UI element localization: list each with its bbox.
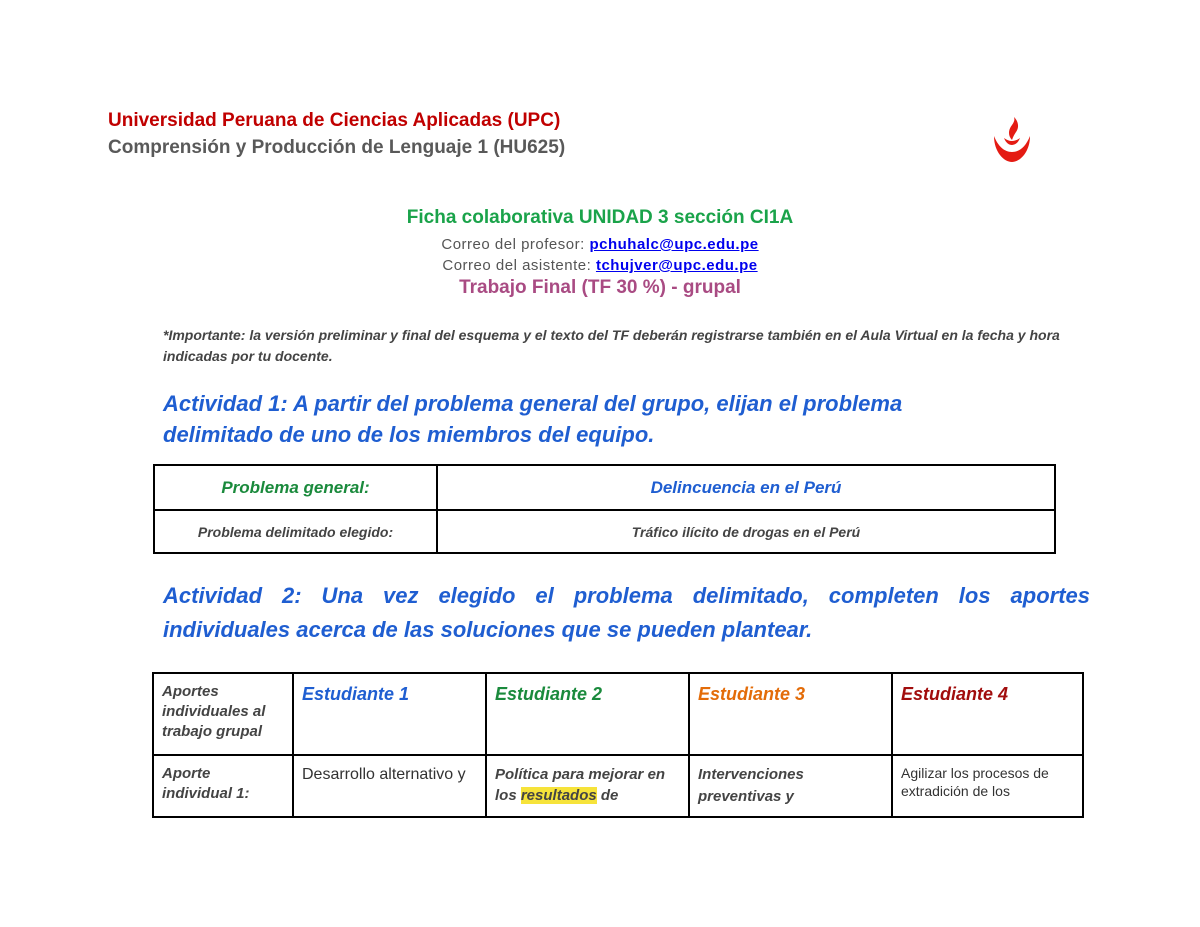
contribution-row-label: Aporte individual 1: <box>153 755 293 817</box>
student-2-contribution <box>486 755 689 817</box>
activity-2-line-1: Actividad 2: Una vez elegido el problema delimitado, completen los aportes <box>163 583 1090 608</box>
student-4-contribution: Agilizar los procesos de extradición de los <box>892 755 1083 817</box>
assistant-email-line <box>0 257 1200 274</box>
activity-1-line-1: Actividad 1: A partir del problema general del grupo, elijan el problema <box>163 391 903 416</box>
student-2-text-post: de <box>596 787 619 804</box>
assistant-email-label: Correo del asistente: <box>442 257 596 274</box>
highlighted-word: resultados <box>520 787 597 804</box>
student-3-header: Estudiante 3 <box>689 673 892 755</box>
ficha-title: Ficha colaborativa UNIDAD 3 sección CI1A <box>406 207 794 228</box>
activity-2-line-2: individuales acerca de las soluciones que se pueden plantear. <box>163 617 813 642</box>
activity-2-heading <box>163 579 1090 647</box>
delimited-problem-label: Problema delimitado elegido: <box>154 510 437 553</box>
general-problem-label: Problema general: <box>154 465 437 510</box>
upc-flame-logo-icon <box>988 116 1036 164</box>
delimited-problem-value: Tráfico ilícito de drogas en el Perú <box>437 510 1055 553</box>
contributions-table <box>152 672 1084 818</box>
student-3-contribution: Intervenciones preventivas y <box>689 755 892 817</box>
professor-email-line <box>0 236 1200 253</box>
trabajo-final-title: Trabajo Final (TF 30 %) - grupal <box>459 277 741 298</box>
student-1-contribution: Desarrollo alternativo y <box>293 755 486 817</box>
student-1-header: Estudiante 1 <box>293 673 486 755</box>
problem-table <box>153 464 1056 554</box>
course-name: Comprensión y Producción de Lenguaje 1 (HU625) <box>108 137 566 158</box>
student-2-header: Estudiante 2 <box>486 673 689 755</box>
student-4-header: Estudiante 4 <box>892 673 1083 755</box>
activity-1-heading <box>163 388 1063 450</box>
general-problem-value: Delincuencia en el Perú <box>437 465 1055 510</box>
student-2-text-pre: Política para mejorar en los <box>495 766 666 804</box>
professor-email-link[interactable]: pchuhalc@upc.edu.pe <box>589 236 759 253</box>
assistant-email-link[interactable]: tchujver@upc.edu.pe <box>595 257 758 274</box>
activity-1-line-2: delimitado de uno de los miembros del equipo. <box>163 422 655 447</box>
university-name: Universidad Peruana de Ciencias Aplicadas (UPC) <box>108 110 561 131</box>
contributions-corner-label: Aportes individuales al trabajo grupal <box>153 673 293 755</box>
important-note: *Importante: la versión preliminar y final del esquema y el texto del TF deberán registrarse también en el Aula Virtual en la fecha y hora indicadas por tu docente. <box>163 327 1060 364</box>
professor-email-label: Correo del profesor: <box>441 236 590 253</box>
